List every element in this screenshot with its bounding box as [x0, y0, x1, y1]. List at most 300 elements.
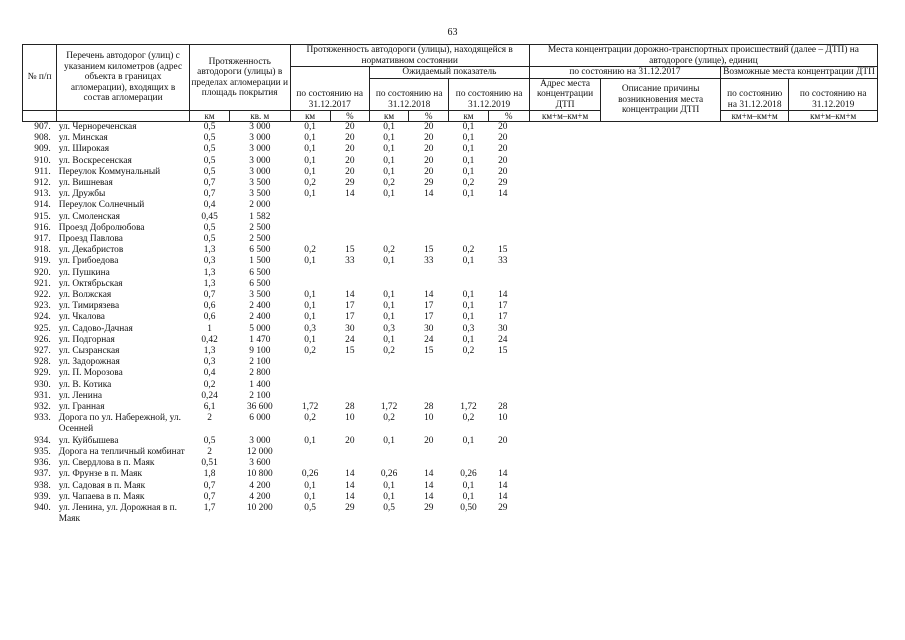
- normative-km-2017: [290, 234, 330, 245]
- empty-cell: [529, 144, 600, 155]
- length-km: 0,5: [203, 122, 216, 132]
- unit-km: км: [449, 111, 488, 122]
- unit-kmrange: км+м–км+м: [720, 111, 788, 122]
- table-row: [23, 156, 878, 167]
- empty-cell: [720, 245, 788, 256]
- expected-km-2018: 0,1: [383, 480, 395, 491]
- expected-pct-2019: [488, 458, 529, 469]
- expected-km-2018: 0,1: [383, 144, 395, 155]
- normative-km-2017: 0,3: [304, 323, 316, 334]
- empty-cell: [720, 436, 788, 447]
- expected-pct-2018: 20: [424, 155, 434, 166]
- table-row: [23, 368, 878, 379]
- empty-cell: [720, 167, 788, 178]
- header-possible: Возможные места концентрации ДТП: [720, 67, 877, 79]
- empty-cell: [789, 312, 878, 323]
- table-row: [23, 245, 878, 256]
- expected-km-2019: [449, 268, 488, 279]
- empty-cell: [789, 391, 878, 402]
- empty-cell: [789, 178, 878, 189]
- table-row: [23, 346, 878, 357]
- empty-cell: [720, 492, 788, 503]
- table-row: [23, 268, 878, 279]
- normative-pct-2017: [330, 368, 369, 379]
- expected-pct-2018: [409, 268, 449, 279]
- empty-cell: [601, 368, 721, 379]
- empty-cell: [601, 469, 721, 480]
- empty-cell: [789, 133, 878, 144]
- normative-km-2017: [290, 368, 330, 379]
- table-row: [23, 212, 878, 223]
- empty-cell: [529, 324, 600, 335]
- length-km: 0,7: [203, 290, 216, 301]
- expected-pct-2019: 28: [498, 402, 508, 413]
- area-sqm: 6 500: [249, 245, 271, 256]
- empty-cell: [720, 458, 788, 469]
- empty-cell: [601, 481, 721, 492]
- empty-cell: [601, 178, 721, 189]
- empty-cell: [789, 122, 878, 134]
- empty-cell: [601, 346, 721, 357]
- empty-cell: [529, 492, 600, 503]
- normative-km-2017: 0,1: [304, 334, 316, 345]
- unit-km: км: [369, 111, 408, 122]
- expected-pct-2019: [488, 200, 529, 211]
- expected-pct-2019: 14: [498, 480, 508, 491]
- unit-pct: %: [409, 111, 449, 122]
- expected-km-2019: 0,1: [462, 301, 475, 312]
- expected-pct-2018: 24: [424, 334, 434, 345]
- length-km: 0,5: [203, 435, 216, 446]
- table-row: [23, 167, 878, 178]
- expected-pct-2019: 15: [498, 346, 508, 357]
- empty-cell: [601, 301, 721, 312]
- area-sqm: 12 000: [246, 446, 273, 457]
- empty-cell: [529, 212, 600, 223]
- expected-km-2018: [369, 234, 408, 245]
- length-km: 1,8: [203, 469, 216, 480]
- expected-pct-2018: [409, 368, 449, 379]
- road-name: ул. Тимирязева: [58, 301, 120, 312]
- area-sqm: 2 100: [249, 357, 271, 368]
- empty-cell: [601, 223, 721, 234]
- expected-pct-2019: 20: [498, 122, 508, 132]
- normative-pct-2017: 28: [345, 402, 355, 413]
- expected-km-2019: [449, 279, 488, 290]
- area-sqm: 1 400: [249, 379, 271, 390]
- normative-pct-2017: [330, 447, 369, 458]
- empty-cell: [529, 357, 600, 368]
- area-sqm: 2 400: [249, 301, 271, 312]
- expected-km-2018: 0,2: [383, 346, 395, 357]
- empty-cell: [529, 380, 600, 391]
- road-name: ул. Октябрьская: [58, 278, 123, 289]
- normative-km-2017: 0,2: [304, 178, 316, 189]
- empty-cell: [601, 312, 721, 323]
- empty-cell: [601, 256, 721, 267]
- length-km: 0,3: [203, 256, 216, 267]
- length-km: 2: [207, 446, 212, 457]
- area-sqm: 2 400: [249, 312, 271, 323]
- normative-pct-2017: 30: [345, 323, 355, 334]
- empty-cell: [529, 436, 600, 447]
- road-name: ул. Куйбышева: [58, 435, 119, 446]
- table-row: [23, 458, 878, 469]
- table-row: [23, 481, 878, 492]
- expected-km-2019: [449, 368, 488, 379]
- road-name: Дорога по ул. Набережной, ул. Осенней: [58, 413, 181, 435]
- expected-km-2019: 0,1: [462, 256, 475, 267]
- expected-pct-2018: 20: [424, 166, 434, 177]
- normative-km-2017: 0,2: [304, 346, 316, 357]
- area-sqm: 1 470: [249, 334, 271, 345]
- area-sqm: 5 000: [249, 323, 271, 334]
- row-number: 936.: [34, 458, 51, 469]
- expected-pct-2019: 20: [498, 144, 508, 155]
- road-name: Дорога на тепличный комбинат: [58, 446, 185, 457]
- empty-cell: [529, 167, 600, 178]
- unit-empty: [23, 111, 57, 122]
- road-name: ул. Сызранская: [58, 346, 120, 357]
- expected-km-2019: 0,2: [462, 346, 475, 357]
- expected-pct-2018: [409, 279, 449, 290]
- normative-km-2017: 0,1: [304, 491, 316, 502]
- empty-cell: [529, 178, 600, 189]
- empty-cell: [720, 200, 788, 211]
- road-name: ул. Волжская: [58, 290, 112, 301]
- expected-pct-2018: 33: [424, 256, 434, 267]
- expected-pct-2018: [409, 391, 449, 402]
- expected-km-2019: [449, 357, 488, 368]
- empty-cell: [601, 212, 721, 223]
- area-sqm: 6 500: [249, 278, 271, 289]
- length-km: 0,5: [203, 155, 216, 166]
- expected-km-2018: 0,1: [383, 334, 395, 345]
- expected-pct-2018: [409, 200, 449, 211]
- empty-cell: [601, 245, 721, 256]
- expected-pct-2018: 14: [424, 189, 434, 200]
- road-name: ул. Вишневая: [58, 178, 113, 189]
- expected-km-2018: [369, 458, 408, 469]
- expected-km-2018: 0,2: [383, 178, 395, 189]
- empty-cell: [720, 290, 788, 301]
- length-km: 0,6: [203, 301, 216, 312]
- area-sqm: 3 000: [249, 122, 271, 132]
- expected-pct-2019: [488, 447, 529, 458]
- empty-cell: [601, 279, 721, 290]
- expected-km-2018: [369, 223, 408, 234]
- empty-cell: [529, 268, 600, 279]
- area-sqm: 4 200: [249, 491, 271, 502]
- expected-pct-2019: 17: [498, 312, 508, 323]
- empty-cell: [789, 458, 878, 469]
- expected-pct-2019: 20: [498, 133, 508, 144]
- unit-empty: [57, 111, 190, 122]
- table-row: [23, 447, 878, 458]
- expected-km-2019: [449, 447, 488, 458]
- header-address: Адрес места концентрации ДТП: [529, 78, 600, 111]
- expected-km-2018: 0,1: [383, 491, 395, 502]
- row-number: 909.: [34, 144, 51, 155]
- empty-cell: [720, 346, 788, 357]
- row-number: 919.: [34, 256, 51, 267]
- length-km: 0,5: [203, 133, 216, 144]
- empty-cell: [601, 167, 721, 178]
- table-row: [23, 279, 878, 290]
- empty-cell: [789, 223, 878, 234]
- expected-km-2018: [369, 279, 408, 290]
- empty-cell: [789, 503, 878, 525]
- area-sqm: 3 500: [249, 189, 271, 200]
- normative-pct-2017: [330, 357, 369, 368]
- normative-pct-2017: [330, 200, 369, 211]
- empty-cell: [529, 256, 600, 267]
- empty-cell: [789, 368, 878, 379]
- empty-cell: [789, 335, 878, 346]
- length-km: 0,7: [203, 178, 216, 189]
- expected-km-2019: [449, 458, 488, 469]
- area-sqm: 3 000: [249, 435, 271, 446]
- expected-km-2018: [369, 391, 408, 402]
- empty-cell: [601, 144, 721, 155]
- expected-pct-2019: 15: [498, 245, 508, 256]
- row-number: 923.: [34, 301, 51, 312]
- empty-cell: [720, 234, 788, 245]
- row-number: 920.: [34, 267, 51, 278]
- row-number: 938.: [34, 480, 51, 491]
- normative-km-2017: 0,1: [304, 122, 316, 132]
- expected-pct-2018: 28: [424, 402, 434, 413]
- expected-pct-2018: 20: [424, 435, 434, 446]
- length-km: 0,45: [201, 211, 218, 222]
- expected-km-2018: [369, 357, 408, 368]
- expected-km-2019: 0,1: [462, 122, 475, 132]
- expected-km-2018: 0,1: [383, 435, 395, 446]
- empty-cell: [529, 290, 600, 301]
- normative-km-2017: [290, 391, 330, 402]
- normative-pct-2017: 20: [345, 133, 355, 144]
- expected-pct-2019: 29: [498, 178, 508, 189]
- empty-cell: [720, 212, 788, 223]
- header-possible-2018: по состоянию на 31.12.2018: [720, 78, 788, 111]
- expected-pct-2019: 14: [498, 469, 508, 480]
- expected-pct-2018: [409, 234, 449, 245]
- road-name: ул. Гранная: [58, 402, 105, 413]
- expected-pct-2019: 30: [498, 323, 508, 334]
- empty-cell: [601, 335, 721, 346]
- expected-km-2018: 0,1: [383, 312, 395, 323]
- road-name: ул. Фрунзе в п. Маяк: [58, 469, 143, 480]
- expected-km-2018: 0,1: [383, 290, 395, 301]
- header-expected: Ожидаемый показатель: [369, 67, 529, 79]
- row-number: 915.: [34, 211, 51, 222]
- empty-cell: [789, 436, 878, 447]
- area-sqm: 3 500: [249, 178, 271, 189]
- normative-km-2017: 0,1: [304, 189, 316, 200]
- length-km: 0,42: [201, 334, 218, 345]
- normative-km-2017: [290, 380, 330, 391]
- expected-pct-2019: [488, 391, 529, 402]
- length-km: 0,3: [203, 357, 216, 368]
- empty-cell: [529, 133, 600, 144]
- expected-km-2019: 0,26: [460, 469, 477, 480]
- empty-cell: [529, 391, 600, 402]
- expected-pct-2019: [488, 212, 529, 223]
- expected-km-2019: 0,1: [462, 144, 475, 155]
- expected-km-2018: 0,1: [383, 122, 395, 132]
- road-table: [22, 44, 878, 525]
- empty-cell: [601, 122, 721, 134]
- normative-km-2017: 0,26: [301, 469, 319, 480]
- table-row: [23, 469, 878, 480]
- road-name: ул. Пушкина: [58, 267, 110, 278]
- normative-pct-2017: 33: [345, 256, 355, 267]
- unit-kmrange: км+м–км+м: [529, 111, 600, 122]
- empty-cell: [601, 436, 721, 447]
- empty-cell: [601, 503, 721, 525]
- length-km: 0,5: [203, 234, 216, 245]
- unit-sqm: кв. м: [230, 111, 290, 122]
- row-number: 921.: [34, 278, 51, 289]
- header-concentration: Места концентрации дорожно-транспортных происшествий (далее – ДТП) на автодороге (улице), единиц: [529, 45, 877, 67]
- area-sqm: 1 500: [249, 256, 271, 267]
- row-number: 908.: [34, 133, 51, 144]
- table-row: [23, 380, 878, 391]
- header-conc-2017: по состоянию на 31.12.2017: [529, 67, 720, 79]
- normative-pct-2017: [330, 223, 369, 234]
- expected-pct-2018: 20: [424, 133, 434, 144]
- normative-km-2017: 0,1: [304, 133, 316, 144]
- header-normative: Протяженность автодороги (улицы), находящейся в нормативном состоянии: [290, 45, 529, 67]
- table-row: [23, 290, 878, 301]
- empty-cell: [601, 447, 721, 458]
- road-name: ул. Смоленская: [58, 211, 120, 222]
- table-row: [23, 189, 878, 200]
- empty-cell: [529, 469, 600, 480]
- normative-km-2017: 0,1: [304, 301, 316, 312]
- normative-pct-2017: 14: [345, 290, 355, 301]
- expected-pct-2018: 15: [424, 346, 434, 357]
- road-name: ул. Подгорная: [58, 334, 115, 345]
- expected-pct-2019: [488, 368, 529, 379]
- expected-pct-2018: 17: [424, 301, 434, 312]
- empty-cell: [601, 402, 721, 413]
- normative-km-2017: [290, 458, 330, 469]
- area-sqm: 6 500: [249, 267, 271, 278]
- normative-km-2017: 0,1: [304, 290, 316, 301]
- expected-km-2018: 0,3: [383, 323, 395, 334]
- empty-cell: [720, 413, 788, 435]
- empty-cell: [529, 447, 600, 458]
- row-number: 925.: [34, 323, 51, 334]
- empty-cell: [601, 156, 721, 167]
- header-status-2019: по состоянию на 31.12.2019: [449, 78, 530, 111]
- empty-cell: [529, 312, 600, 323]
- empty-cell: [529, 200, 600, 211]
- length-km: 1: [207, 323, 212, 334]
- normative-pct-2017: [330, 212, 369, 223]
- road-name: ул. Дружбы: [58, 189, 106, 200]
- empty-cell: [601, 324, 721, 335]
- row-number: 926.: [34, 334, 51, 345]
- empty-cell: [789, 447, 878, 458]
- road-name: ул. Декабристов: [58, 245, 124, 256]
- expected-pct-2019: 20: [498, 435, 508, 446]
- row-number: 910.: [34, 155, 51, 166]
- area-sqm: 3 000: [249, 133, 271, 144]
- normative-pct-2017: 29: [345, 502, 355, 513]
- empty-cell: [529, 413, 600, 435]
- normative-pct-2017: 14: [345, 189, 355, 200]
- expected-pct-2018: [409, 223, 449, 234]
- expected-km-2018: [369, 380, 408, 391]
- length-km: 1,3: [203, 346, 216, 357]
- road-name: ул. Широкая: [58, 144, 110, 155]
- expected-km-2018: 0,1: [383, 133, 395, 144]
- length-km: 1,7: [203, 502, 216, 513]
- expected-pct-2018: [409, 447, 449, 458]
- table-row: [23, 178, 878, 189]
- table-row: [23, 503, 878, 525]
- expected-pct-2019: [488, 234, 529, 245]
- expected-km-2018: [369, 447, 408, 458]
- expected-pct-2019: 33: [498, 256, 508, 267]
- length-km: 0,6: [203, 312, 216, 323]
- expected-km-2018: [369, 212, 408, 223]
- empty-cell: [720, 481, 788, 492]
- row-number: 914.: [34, 200, 51, 211]
- empty-cell: [789, 279, 878, 290]
- area-sqm: 36 600: [246, 402, 273, 413]
- empty-cell: [789, 200, 878, 211]
- empty-cell: [720, 122, 788, 134]
- normative-km-2017: 0,5: [304, 502, 316, 513]
- empty-cell: [720, 324, 788, 335]
- area-sqm: 2 500: [249, 222, 271, 233]
- expected-km-2019: 0,3: [462, 323, 475, 334]
- empty-cell: [529, 122, 600, 134]
- normative-km-2017: 0,1: [304, 312, 316, 323]
- length-km: 0,2: [203, 379, 216, 390]
- empty-cell: [720, 368, 788, 379]
- row-number: 934.: [34, 435, 51, 446]
- expected-km-2019: [449, 234, 488, 245]
- table-row: [23, 436, 878, 447]
- empty-cell: [720, 178, 788, 189]
- empty-cell: [720, 469, 788, 480]
- empty-cell: [529, 245, 600, 256]
- expected-pct-2018: 29: [424, 178, 434, 189]
- header-num: № п/п: [23, 45, 57, 111]
- length-km: 0,7: [203, 491, 216, 502]
- empty-cell: [601, 458, 721, 469]
- normative-pct-2017: 20: [345, 122, 355, 132]
- header-reason: Описание причины возникновения места концентрации ДТП: [601, 78, 721, 122]
- empty-cell: [720, 301, 788, 312]
- empty-cell: [529, 156, 600, 167]
- row-number: 918.: [34, 245, 51, 256]
- empty-cell: [601, 189, 721, 200]
- road-name: ул. Садовая в п. Маяк: [58, 480, 146, 491]
- empty-cell: [789, 156, 878, 167]
- empty-cell: [720, 268, 788, 279]
- empty-cell: [789, 256, 878, 267]
- unit-kmrange: км+м–км+м: [789, 111, 878, 122]
- row-number: 939.: [34, 491, 51, 502]
- table-row: [23, 492, 878, 503]
- expected-pct-2018: [409, 357, 449, 368]
- empty-cell: [789, 268, 878, 279]
